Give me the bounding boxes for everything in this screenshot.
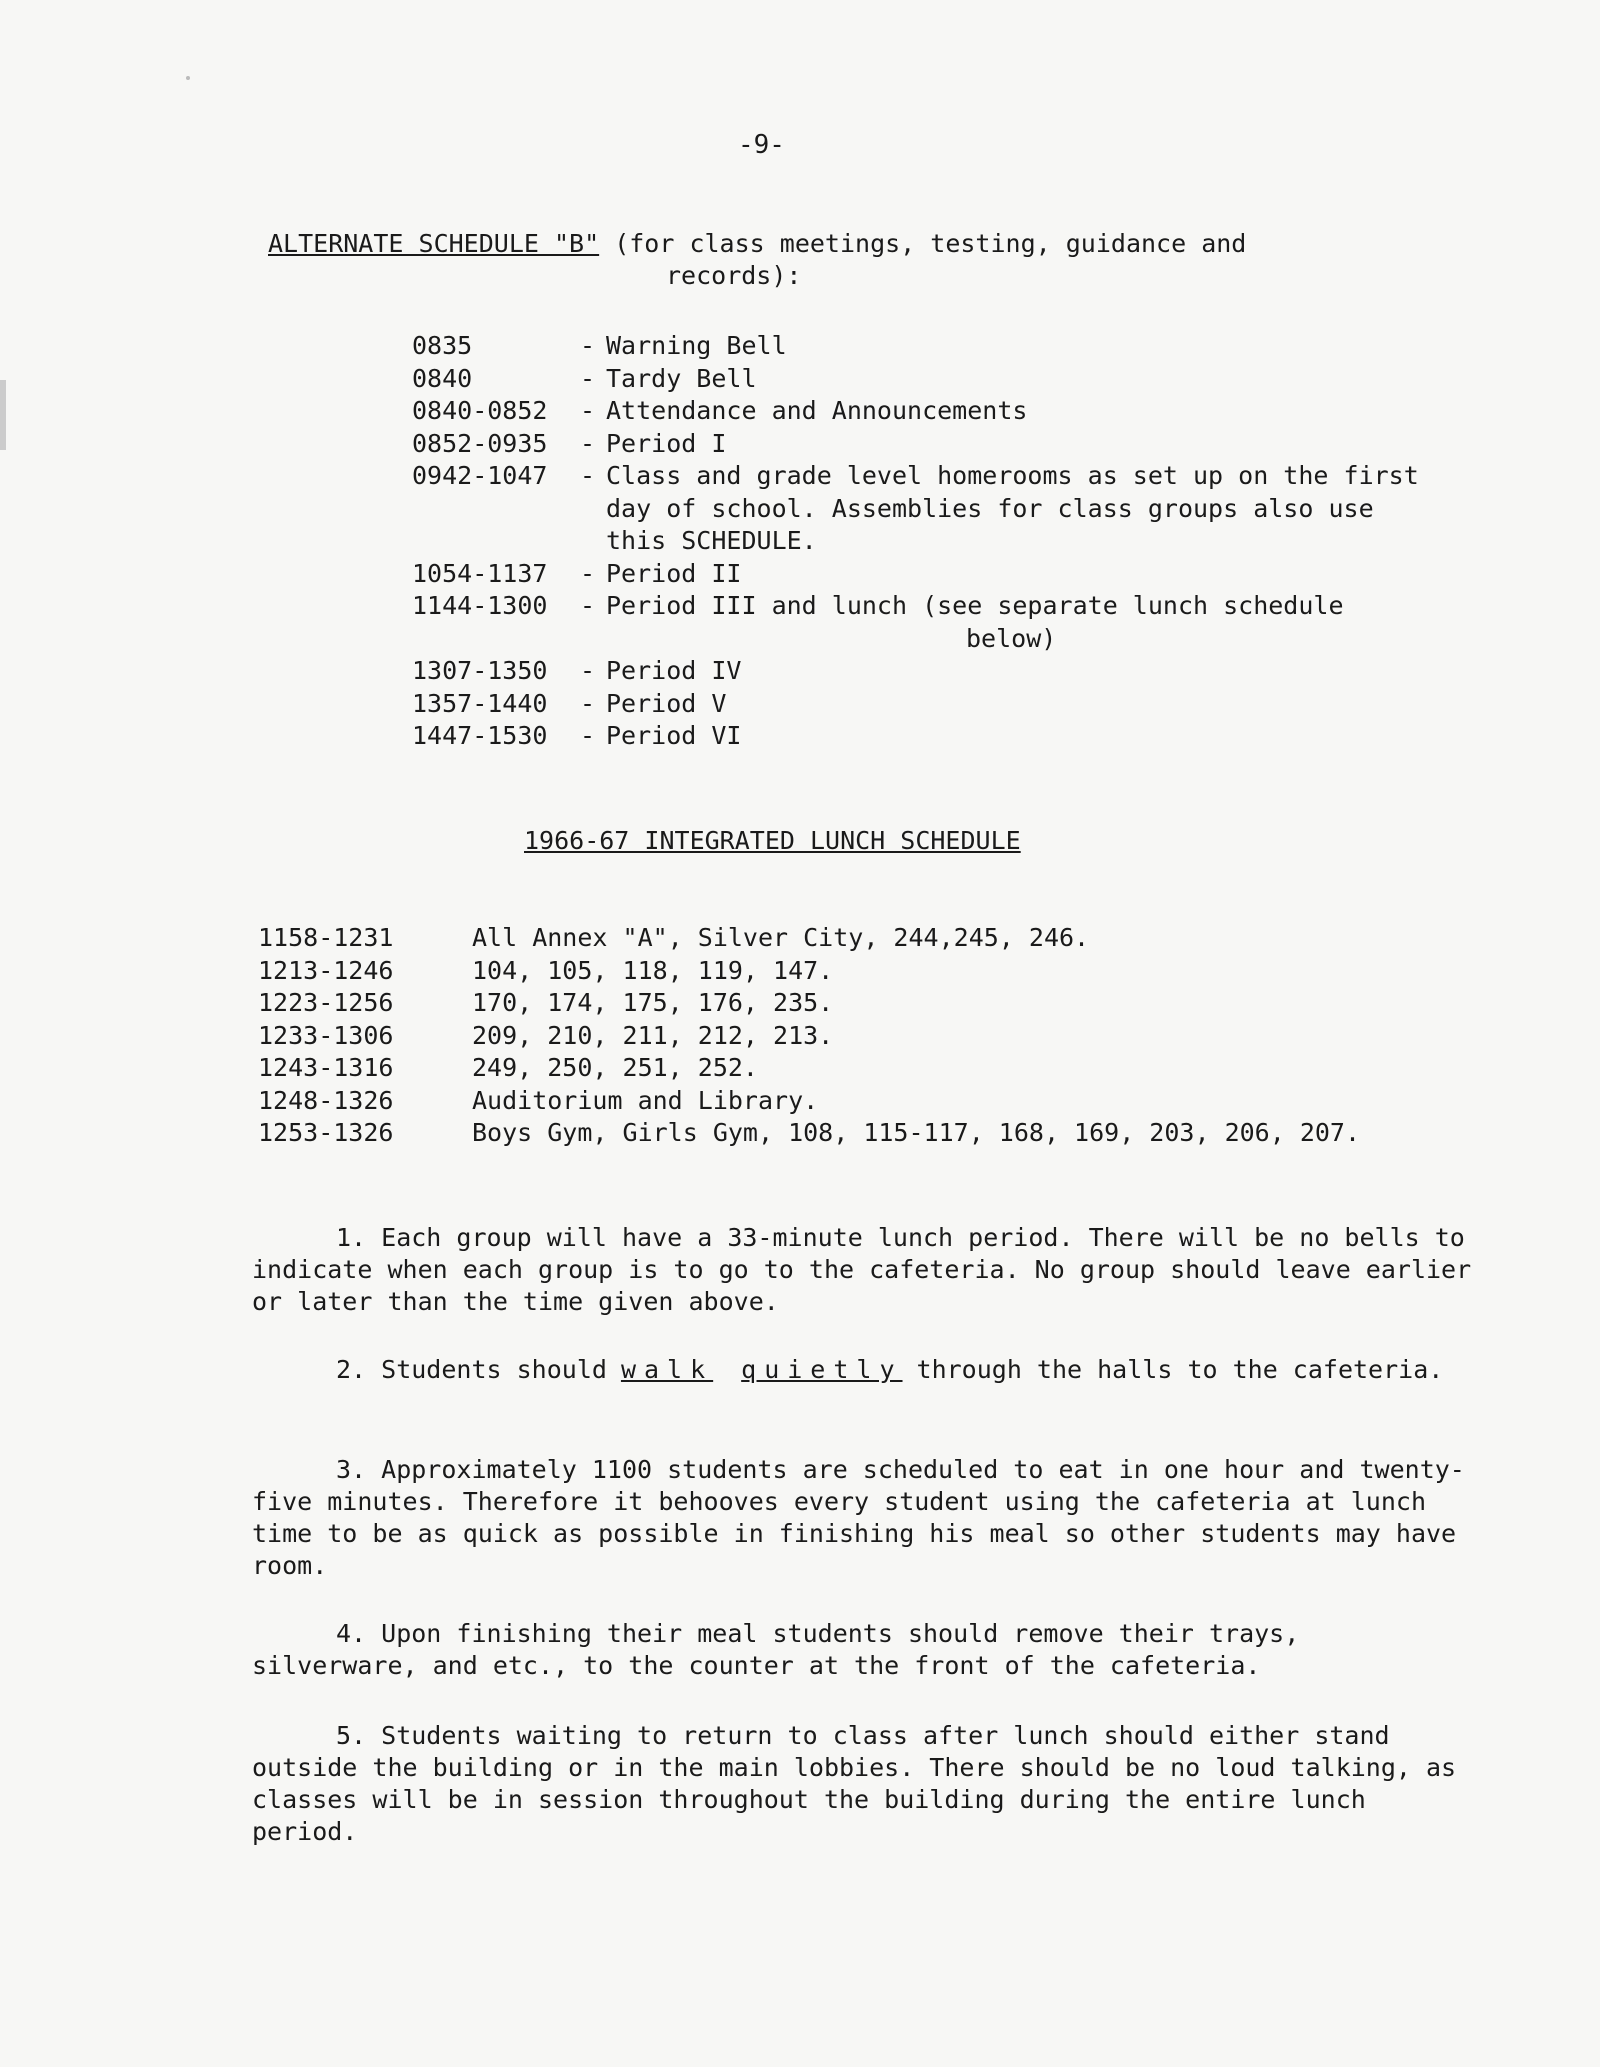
schedule-dash: - (580, 331, 596, 360)
lunch-schedule-title: 1966-67 INTEGRATED LUNCH SCHEDULE (524, 826, 1021, 855)
lunch-row (258, 1052, 1472, 1085)
schedule-dash: - (580, 461, 596, 490)
schedule-time: 1447-1530 (412, 721, 548, 750)
rule-emphasis: walk (620, 1355, 714, 1384)
schedule-dash: - (580, 428, 596, 458)
rule-text: 3. Approximately 1100 students are scheduled to eat in one hour and twenty-five minutes. Therefore it behooves every student using the cafeteria at lunch time to be as quick as possible in finishing his meal so other students may have room. (252, 1455, 1465, 1580)
schedule-dash: - (580, 656, 596, 685)
lunch-groups: Boys Gym, Girls Gym, 108, 115-117, 168, 169, 203, 206, 207. (472, 1118, 1361, 1147)
schedule-time: 0942-1047 (412, 461, 548, 490)
rule-text: 4. Upon finishing their meal students should remove their trays, silverware, and etc., to the counter at the front of the cafeteria. (252, 1619, 1300, 1680)
lunch-row (258, 922, 1472, 955)
schedule-text-block (606, 590, 1426, 655)
rule-text: 5. Students waiting to return to class after lunch should either stand outside the building or in the main lobbies. There should be no loud talking, as classes will be in session throughout the building during the entire lunch period. (252, 1721, 1457, 1846)
schedule-dash: - (580, 558, 596, 588)
speck (186, 76, 190, 80)
lunch-row (258, 1085, 1472, 1118)
lunch-groups: 209, 210, 211, 212, 213. (472, 1020, 834, 1050)
schedule-time: 0840 (412, 363, 473, 393)
schedule-time: 1144-1300 (412, 591, 548, 620)
schedule-dash: - (580, 688, 596, 718)
alternate-schedule-subtitle: (for class meetings, testing, guidance and (614, 229, 1247, 258)
lunch-time: 1248-1326 (258, 1085, 394, 1115)
schedule-row (412, 688, 1426, 721)
schedule-row (412, 330, 1426, 363)
rule-text: 1. Each group will have a 33-minute lunch period. There will be no bells to indicate when each group is to go to the cafeteria. No group should leave earlier or later than the time given above. (252, 1223, 1472, 1316)
schedule-dash: - (580, 363, 596, 393)
schedule-text: Warning Bell (606, 331, 787, 360)
alternate-schedule-subtitle-cont: records): (666, 261, 802, 290)
schedule-text-cont: below) (966, 623, 1057, 653)
schedule-text: Period I (606, 428, 727, 458)
schedule-text: Period III and lunch (see separate lunch schedule (606, 591, 1344, 620)
schedule-text: Period II (606, 558, 742, 588)
schedule-row (412, 655, 1426, 688)
schedule-dash: - (580, 396, 596, 425)
lunch-time: 1213-1246 (258, 955, 394, 985)
lunch-time: 1233-1306 (258, 1020, 394, 1050)
schedule-row (412, 363, 1426, 396)
lunch-row (258, 1020, 1472, 1053)
schedule-text: Period V (606, 688, 727, 718)
schedule-time: 1054-1137 (412, 558, 548, 588)
schedule-text: Tardy Bell (606, 363, 757, 393)
lunch-groups: 170, 174, 175, 176, 235. (472, 988, 834, 1017)
lunch-groups: 104, 105, 118, 119, 147. (472, 955, 834, 985)
lunch-time: 1243-1316 (258, 1053, 394, 1082)
page-number: -9- (738, 130, 785, 160)
rule-3 (252, 1454, 1472, 1582)
lunch-groups: All Annex "A", Silver City, 244,245, 246. (472, 923, 1090, 952)
lunch-schedule-list (258, 922, 1472, 1150)
alternate-schedule-title: ALTERNATE SCHEDULE "B" (268, 229, 600, 258)
schedule-row (412, 460, 1426, 558)
schedule-dash: - (580, 721, 596, 750)
lunch-groups: Auditorium and Library. (472, 1085, 819, 1115)
alternate-schedule-list (412, 330, 1426, 753)
schedule-text: Attendance and Announcements (606, 396, 1028, 425)
lunch-row (258, 987, 1472, 1020)
rule-text: 2. Students should (336, 1355, 607, 1384)
alternate-schedule-heading (268, 228, 1368, 292)
schedule-time: 1357-1440 (412, 688, 548, 718)
schedule-time: 0840-0852 (412, 396, 548, 425)
rule-emphasis: quietly (741, 1355, 903, 1384)
lunch-groups: 249, 250, 251, 252. (472, 1053, 758, 1082)
lunch-time: 1253-1326 (258, 1118, 394, 1147)
rule-2 (252, 1354, 1472, 1386)
schedule-row (412, 558, 1426, 591)
schedule-time: 1307-1350 (412, 656, 548, 685)
rule-4 (252, 1618, 1472, 1682)
scan-edge (0, 380, 6, 450)
schedule-text: Period IV (606, 656, 742, 685)
lunch-time: 1223-1256 (258, 988, 394, 1017)
lunch-row (258, 955, 1472, 988)
lunch-row (258, 1117, 1472, 1150)
schedule-text: Period VI (606, 721, 742, 750)
schedule-row (412, 720, 1426, 753)
schedule-time: 0835 (412, 331, 473, 360)
schedule-dash: - (580, 591, 596, 620)
rule-text: through the halls to the cafeteria. (916, 1355, 1444, 1384)
schedule-row (412, 590, 1426, 655)
schedule-row (412, 395, 1426, 428)
schedule-text: Class and grade level homerooms as set up on the first day of school. Assemblies for class groups also use this SCHEDULE. (606, 461, 1419, 555)
rule-5 (252, 1720, 1472, 1848)
schedule-time: 0852-0935 (412, 428, 548, 458)
schedule-row (412, 428, 1426, 461)
lunch-time: 1158-1231 (258, 923, 394, 952)
rule-1 (252, 1222, 1472, 1318)
